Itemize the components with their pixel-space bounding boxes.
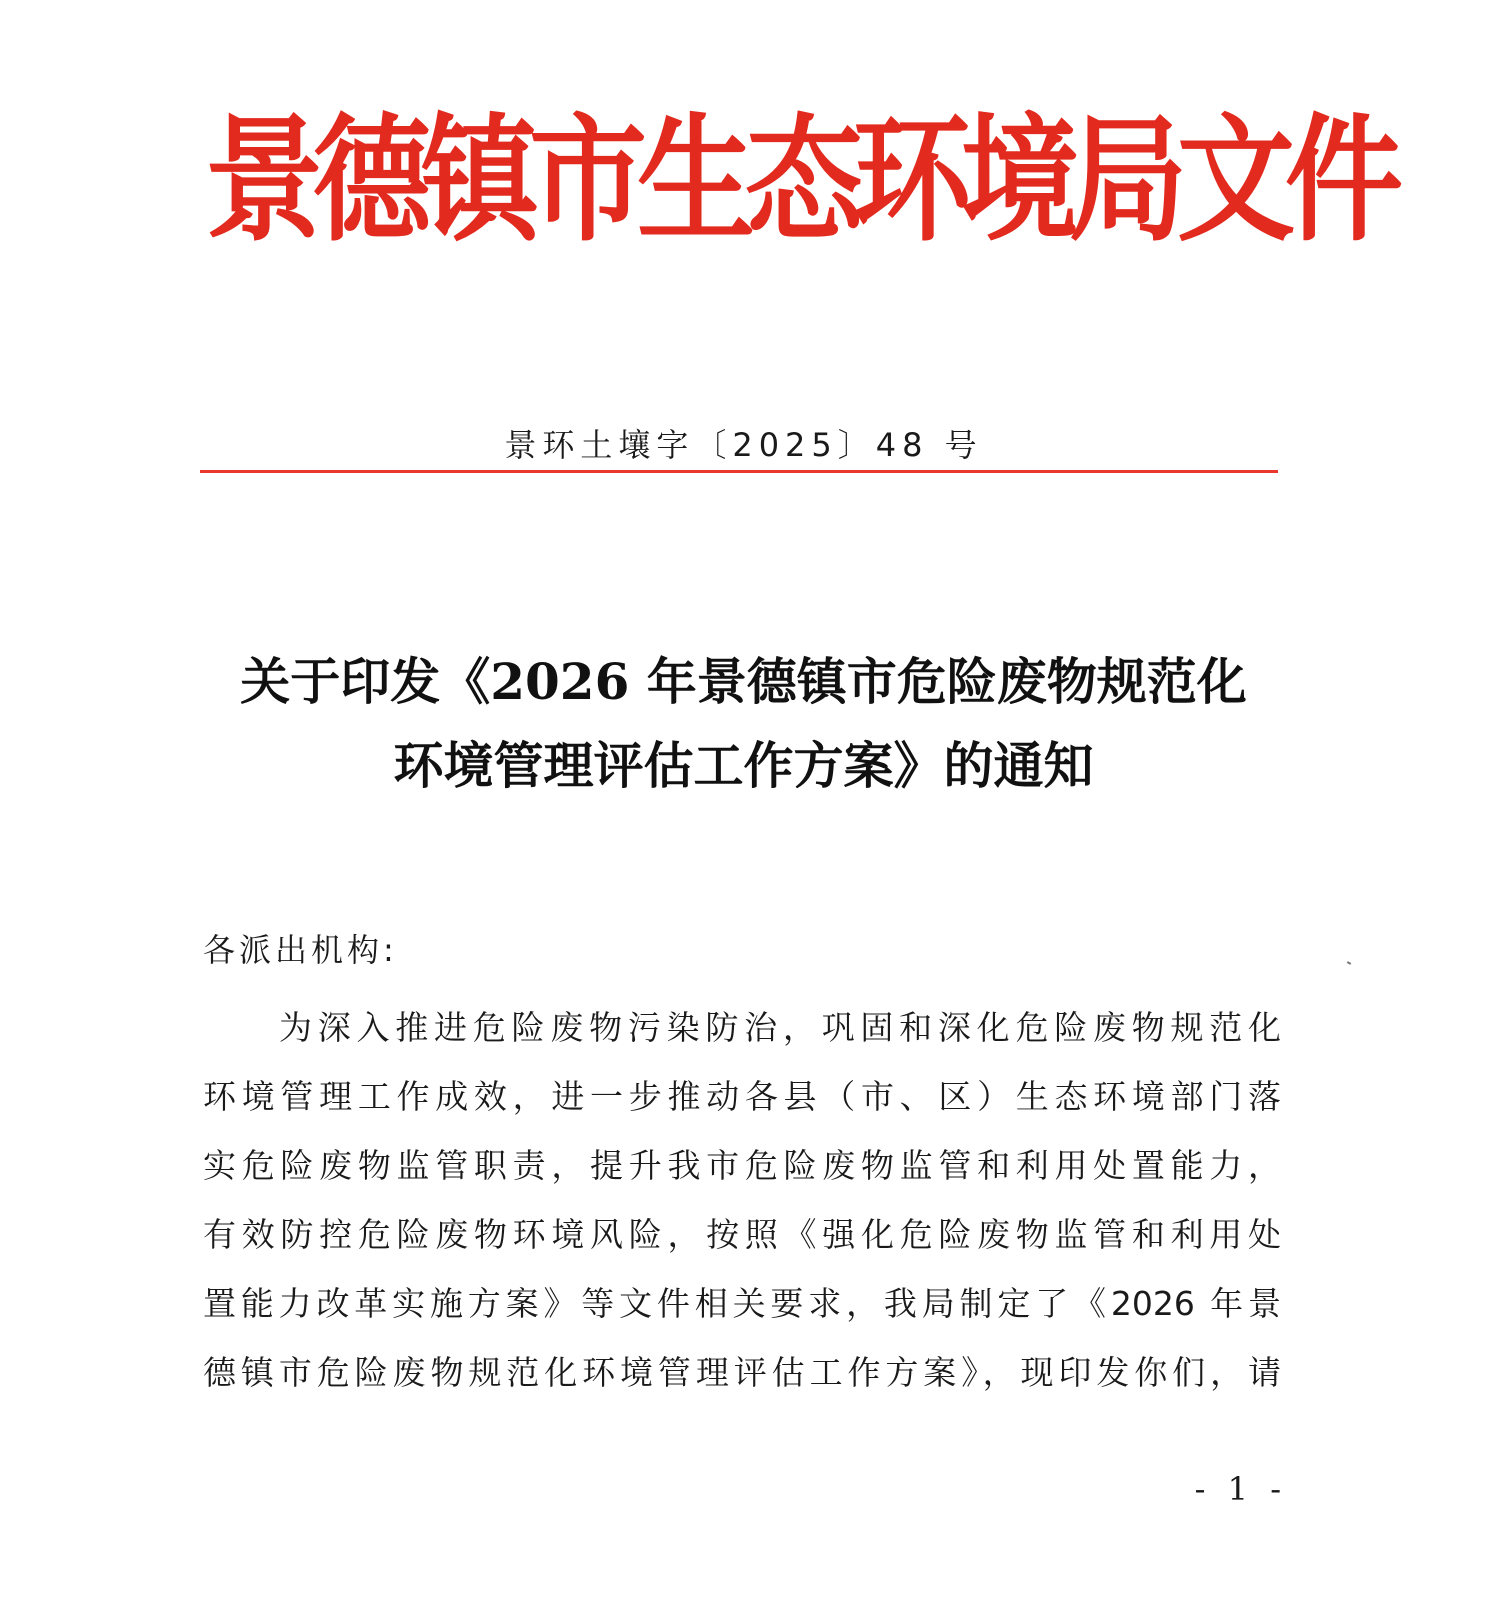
salutation: 各派出机构:: [203, 931, 398, 969]
page-number: - 1 -: [1194, 1470, 1287, 1508]
scan-speck: [1347, 961, 1351, 965]
title-line-2: 环境管理评估工作方案》的通知: [393, 736, 1094, 795]
document-number: 景环土壤字〔2025〕48 号: [504, 426, 983, 464]
issuer-masthead: 景德镇市生态环境局文件: [205, 98, 1394, 261]
body-line: 有效防控危险废物环境风险，按照《强化危险废物监管和利用处: [203, 1215, 1281, 1254]
red-divider-rule: [200, 470, 1278, 473]
title-line-1: 关于印发《2026 年景德镇市危险废物规范化: [240, 652, 1247, 711]
body-line: 为深入推进危险废物污染防治，巩固和深化危险废物规范化: [279, 1008, 1281, 1047]
body-paragraph: [203, 993, 1281, 1407]
body-line: 置能力改革实施方案》等文件相关要求，我局制定了《2026 年景: [203, 1284, 1281, 1323]
body-line: 环境管理工作成效，进一步推动各县（市、区）生态环境部门落: [203, 1077, 1281, 1116]
document-title: [0, 640, 1487, 808]
body-line: 实危险废物监管职责，提升我市危险废物监管和利用处置能力，: [203, 1146, 1281, 1185]
body-line: 德镇市危险废物规范化环境管理评估工作方案》，现印发你们，请: [203, 1353, 1281, 1392]
